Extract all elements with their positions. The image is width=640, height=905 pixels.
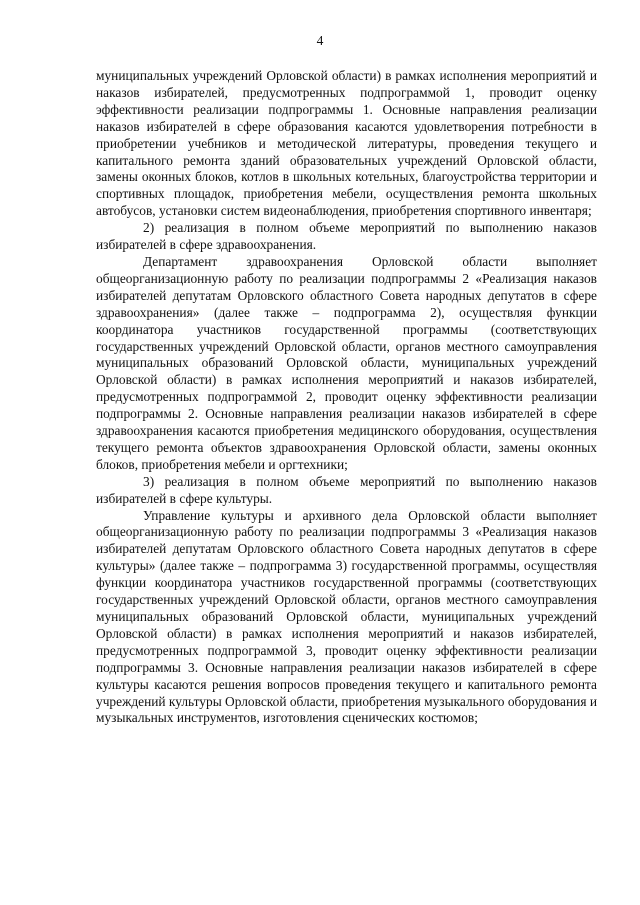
document-body (96, 68, 597, 727)
page-number: 4 (316, 33, 324, 48)
paragraph-education-continued: муниципальных учреждений Орловской области) в рамках исполнения мероприятий и наказов избирателей, предусмотренных подпрограммой 1, проводит оценку эффективности реализации подпрограммы 1. Основные направления реализации наказов избирателей в сфере образования касаются удовлетворения потребности в приобретении учебников и методической литературы, проведения текущего и капитального ремонта зданий образовательных учреждений Орловской области, замены оконных блоков, котлов в школьных котельных, благоустройства территории и спортивных площадок, приобретения мебели, осуществления ремонта школьных автобусов, установки систем видеонаблюдения, приобретения спортивного инвентаря; (96, 68, 597, 219)
paragraph-culture-department: Управление культуры и архивного дела Орловской области выполняет общеорганизационную работу по реализации подпрограммы 3 «Реализация наказов избирателей депутатам Орловского областного Совета народных депутатов в сфере культуры» (далее также – подпрограмма 3) государственной программы, осуществляя функции координатора участников государственной программы (соответствующих государственных учреждений Орловской области, органов местного самоуправления муниципальных образований Орловской области, муниципальных учреждений Орловской области) в рамках исполнения мероприятий и наказов избирателей, предусмотренных подпрограммой 3, проводит оценку эффективности реализации подпрограммы 3. Основные направления реализации наказов избирателей в сфере культуры касаются решения вопросов проведения текущего и капитального ремонта учреждений культуры Орловской области, приобретения музыкального оборудования и музыкальных инструментов, изготовления сценических костюмов; (96, 507, 597, 726)
paragraph-healthcare-department: Департамент здравоохранения Орловской области выполняет общеорганизационную работу по реализации подпрограммы 2 «Реализация наказов избирателей депутатам Орловского областного Совета народных депутатов в сфере здравоохранения» (далее также – подпрограмма 2), осуществляя функции координатора участников государственной программы (соответствующих государственных учреждений Орловской области, органов местного самоуправления муниципальных образований Орловской области, муниципальных учреждений Орловской области) в рамках исполнения мероприятий и наказов избирателей, предусмотренных подпрограммой 2, проводит оценку эффективности реализации подпрограммы 2. Основные направления реализации наказов избирателей в сфере здравоохранения касаются приобретения медицинского оборудования, осуществления текущего ремонта объектов здравоохранения Орловской области, замены оконных блоков, приобретения мебели и оргтехники; (96, 253, 597, 472)
paragraph-item-3-culture: 3) реализация в полном объеме мероприятий по выполнению наказов избирателей в сфере культуры. (96, 473, 597, 506)
paragraph-item-2-healthcare: 2) реализация в полном объеме мероприятий по выполнению наказов избирателей в сфере здравоохранения. (96, 220, 597, 253)
